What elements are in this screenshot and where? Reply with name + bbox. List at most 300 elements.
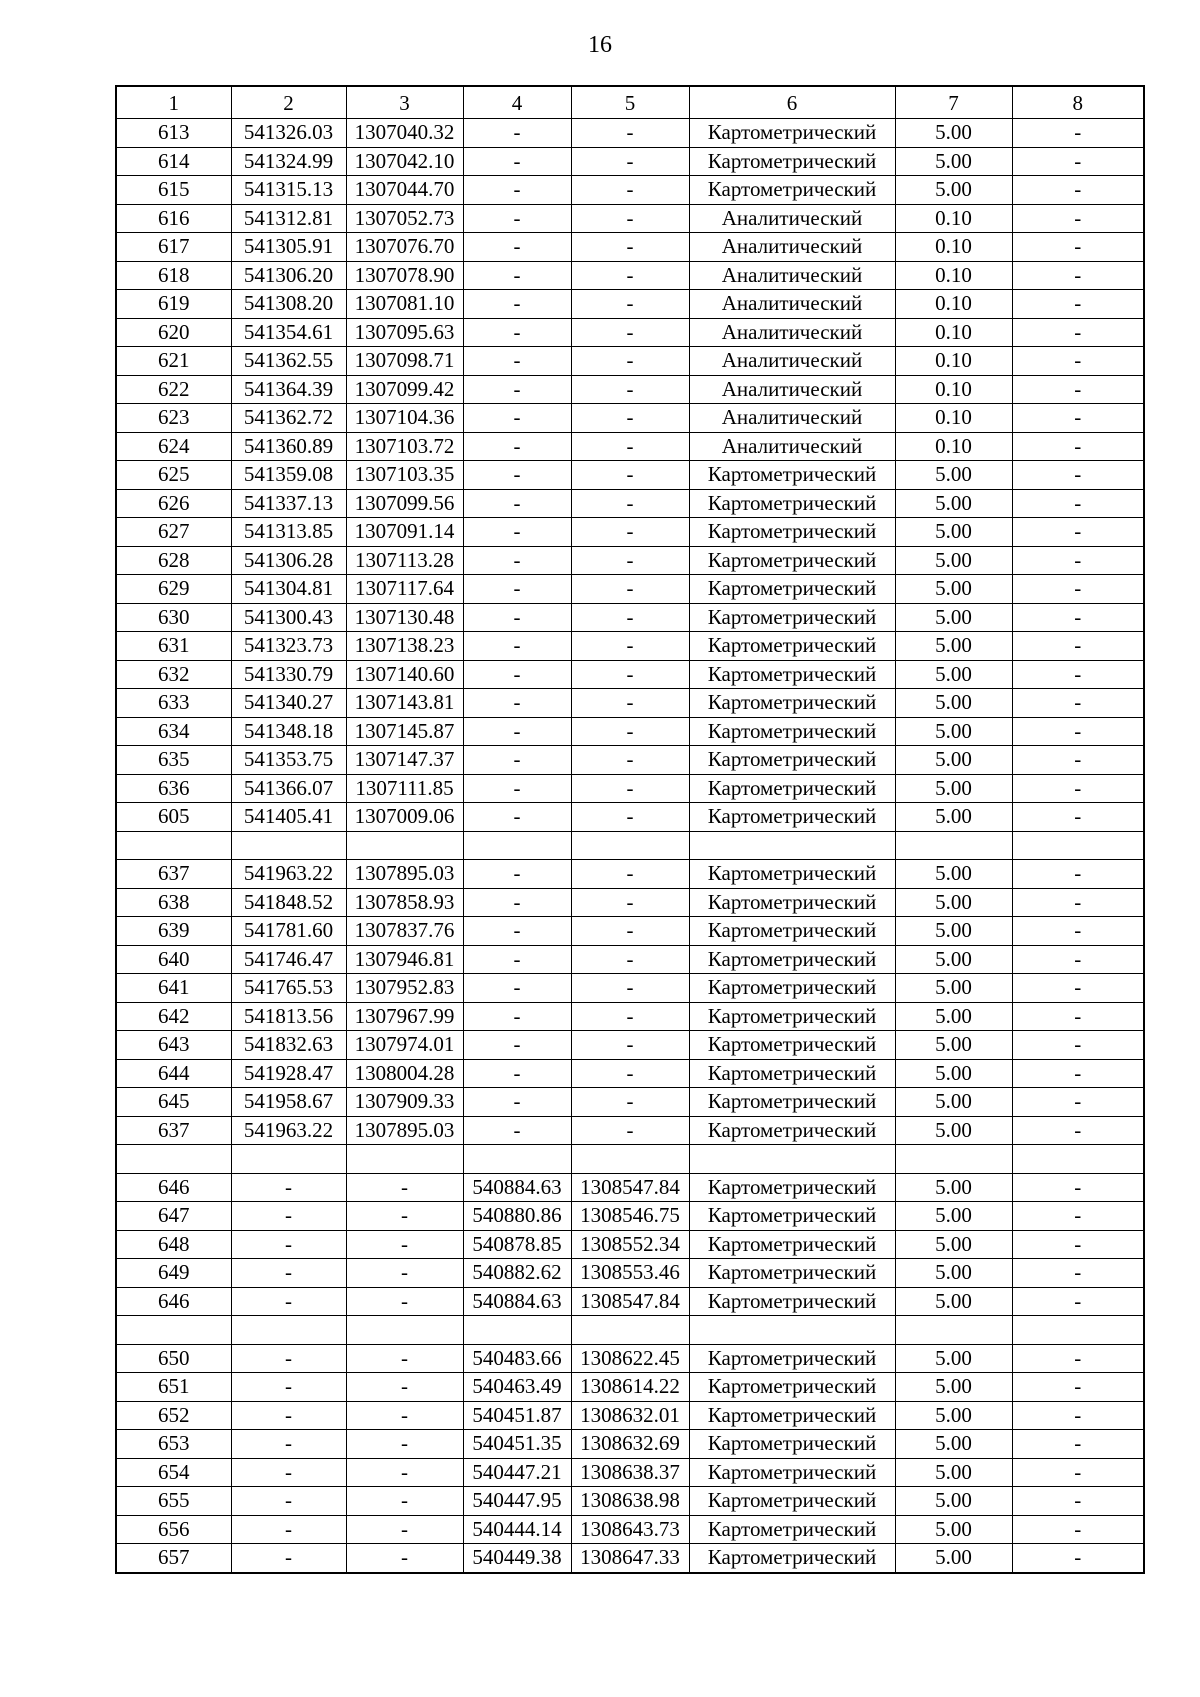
table-cell: 541366.07 bbox=[231, 774, 346, 803]
table-cell: 1307099.56 bbox=[346, 489, 463, 518]
table-cell bbox=[346, 1145, 463, 1174]
table-cell: Картометрический bbox=[689, 603, 895, 632]
table-cell: - bbox=[1012, 119, 1144, 148]
table-cell: - bbox=[463, 176, 571, 205]
table-cell: 1307143.81 bbox=[346, 689, 463, 718]
table-cell: Картометрический bbox=[689, 1401, 895, 1430]
table-cell: - bbox=[1012, 803, 1144, 832]
table-cell: - bbox=[346, 1515, 463, 1544]
table-cell: 541746.47 bbox=[231, 945, 346, 974]
table-cell: 541324.99 bbox=[231, 147, 346, 176]
table-row bbox=[116, 803, 1144, 832]
table-cell: - bbox=[463, 1059, 571, 1088]
table-cell: 1308553.46 bbox=[571, 1259, 689, 1288]
table-cell: - bbox=[1012, 204, 1144, 233]
table-cell: - bbox=[571, 518, 689, 547]
table-cell: 643 bbox=[116, 1031, 231, 1060]
table-cell: 541963.22 bbox=[231, 1116, 346, 1145]
table-cell: 5.00 bbox=[895, 945, 1012, 974]
table-row bbox=[116, 176, 1144, 205]
table-cell: - bbox=[463, 917, 571, 946]
table-cell: - bbox=[463, 746, 571, 775]
table-cell: - bbox=[346, 1487, 463, 1516]
table-cell: Картометрический bbox=[689, 489, 895, 518]
table-row bbox=[116, 1002, 1144, 1031]
table-cell: Картометрический bbox=[689, 774, 895, 803]
table-cell: 652 bbox=[116, 1401, 231, 1430]
table-cell: - bbox=[571, 717, 689, 746]
table-cell: - bbox=[463, 1031, 571, 1060]
table-cell: 627 bbox=[116, 518, 231, 547]
table-cell: 620 bbox=[116, 318, 231, 347]
table-cell: - bbox=[231, 1230, 346, 1259]
table-cell: 625 bbox=[116, 461, 231, 490]
table-row bbox=[116, 660, 1144, 689]
table-cell: 5.00 bbox=[895, 717, 1012, 746]
table-row bbox=[116, 1515, 1144, 1544]
table-cell: 540449.38 bbox=[463, 1544, 571, 1573]
table-cell: 646 bbox=[116, 1173, 231, 1202]
table-cell: Картометрический bbox=[689, 1544, 895, 1573]
table-cell: 1307076.70 bbox=[346, 233, 463, 262]
table-cell: 1307138.23 bbox=[346, 632, 463, 661]
page-number: 16 bbox=[588, 32, 612, 58]
table-cell: 649 bbox=[116, 1259, 231, 1288]
table-cell: Аналитический bbox=[689, 347, 895, 376]
table-cell: Картометрический bbox=[689, 1059, 895, 1088]
table-cell: 5.00 bbox=[895, 147, 1012, 176]
table-cell: 1307042.10 bbox=[346, 147, 463, 176]
table-row bbox=[116, 717, 1144, 746]
table-cell: 541359.08 bbox=[231, 461, 346, 490]
table-cell: Картометрический bbox=[689, 1173, 895, 1202]
table-cell: - bbox=[571, 974, 689, 1003]
table-cell: - bbox=[463, 717, 571, 746]
table-cell: Картометрический bbox=[689, 518, 895, 547]
table-row bbox=[116, 1230, 1144, 1259]
table-cell: - bbox=[463, 888, 571, 917]
table-cell bbox=[463, 1145, 571, 1174]
column-header: 1 bbox=[116, 86, 231, 119]
table-cell: - bbox=[1012, 974, 1144, 1003]
table-row bbox=[116, 318, 1144, 347]
table-cell: 540447.95 bbox=[463, 1487, 571, 1516]
table-cell: 541928.47 bbox=[231, 1059, 346, 1088]
table-cell bbox=[895, 1316, 1012, 1345]
table-cell: 630 bbox=[116, 603, 231, 632]
table-row bbox=[116, 888, 1144, 917]
table-cell: 5.00 bbox=[895, 917, 1012, 946]
table-cell: - bbox=[1012, 860, 1144, 889]
table-cell: 1307095.63 bbox=[346, 318, 463, 347]
table-cell: 622 bbox=[116, 375, 231, 404]
column-header: 3 bbox=[346, 86, 463, 119]
table-cell: 5.00 bbox=[895, 1544, 1012, 1573]
table-cell: 5.00 bbox=[895, 746, 1012, 775]
table-cell: 540884.63 bbox=[463, 1173, 571, 1202]
table-cell: 1308622.45 bbox=[571, 1344, 689, 1373]
table-cell: Аналитический bbox=[689, 318, 895, 347]
table-cell: - bbox=[1012, 1515, 1144, 1544]
table-row bbox=[116, 1487, 1144, 1516]
table-cell: - bbox=[1012, 1259, 1144, 1288]
table-cell: 541306.28 bbox=[231, 546, 346, 575]
table-cell: - bbox=[463, 489, 571, 518]
table-row bbox=[116, 689, 1144, 718]
table-cell: Картометрический bbox=[689, 1373, 895, 1402]
table-cell: 5.00 bbox=[895, 176, 1012, 205]
table-cell: 1307974.01 bbox=[346, 1031, 463, 1060]
table-cell: 541313.85 bbox=[231, 518, 346, 547]
table-cell: - bbox=[231, 1544, 346, 1573]
table-cell: 648 bbox=[116, 1230, 231, 1259]
table-cell: 1307081.10 bbox=[346, 290, 463, 319]
table-cell: 5.00 bbox=[895, 1230, 1012, 1259]
table-cell: 5.00 bbox=[895, 803, 1012, 832]
table-cell: 5.00 bbox=[895, 689, 1012, 718]
table-cell: - bbox=[231, 1458, 346, 1487]
table-cell: 631 bbox=[116, 632, 231, 661]
table-cell bbox=[689, 1145, 895, 1174]
table-cell: - bbox=[1012, 461, 1144, 490]
table-cell: - bbox=[1012, 1088, 1144, 1117]
table-cell: 540880.86 bbox=[463, 1202, 571, 1231]
table-cell: 5.00 bbox=[895, 888, 1012, 917]
table-cell: 634 bbox=[116, 717, 231, 746]
table-cell: 0.10 bbox=[895, 318, 1012, 347]
table-row bbox=[116, 432, 1144, 461]
table-cell: 632 bbox=[116, 660, 231, 689]
table-cell: 541765.53 bbox=[231, 974, 346, 1003]
table-cell: 540878.85 bbox=[463, 1230, 571, 1259]
table-cell: - bbox=[346, 1401, 463, 1430]
table-cell: 541362.55 bbox=[231, 347, 346, 376]
table-cell: 1307858.93 bbox=[346, 888, 463, 917]
table-cell: - bbox=[346, 1344, 463, 1373]
table-cell: 541405.41 bbox=[231, 803, 346, 832]
table-cell: 5.00 bbox=[895, 632, 1012, 661]
table-cell: 647 bbox=[116, 1202, 231, 1231]
table-row bbox=[116, 1173, 1144, 1202]
table-cell: - bbox=[463, 318, 571, 347]
table-cell: 0.10 bbox=[895, 233, 1012, 262]
table-cell bbox=[895, 831, 1012, 860]
table-cell: - bbox=[571, 347, 689, 376]
table-cell: - bbox=[463, 575, 571, 604]
table-cell: - bbox=[1012, 945, 1144, 974]
table-cell: 1307104.36 bbox=[346, 404, 463, 433]
table-cell: - bbox=[571, 1002, 689, 1031]
table-cell: 637 bbox=[116, 860, 231, 889]
table-cell: 1307952.83 bbox=[346, 974, 463, 1003]
table-cell: - bbox=[231, 1173, 346, 1202]
table-cell: - bbox=[571, 746, 689, 775]
table-row bbox=[116, 119, 1144, 148]
table-cell: Картометрический bbox=[689, 546, 895, 575]
table-cell: - bbox=[346, 1259, 463, 1288]
table-row bbox=[116, 375, 1144, 404]
table-cell: - bbox=[1012, 1202, 1144, 1231]
table-row bbox=[116, 404, 1144, 433]
table-cell: 541304.81 bbox=[231, 575, 346, 604]
table-row bbox=[116, 233, 1144, 262]
table-cell: - bbox=[571, 375, 689, 404]
table-cell bbox=[571, 1145, 689, 1174]
table-cell: - bbox=[1012, 603, 1144, 632]
table-cell: - bbox=[1012, 1059, 1144, 1088]
table-cell: - bbox=[571, 318, 689, 347]
table-cell: Картометрический bbox=[689, 1230, 895, 1259]
table-cell: 646 bbox=[116, 1287, 231, 1316]
table-cell: Аналитический bbox=[689, 261, 895, 290]
table-cell: - bbox=[1012, 318, 1144, 347]
table-cell: - bbox=[463, 974, 571, 1003]
table-cell: Картометрический bbox=[689, 803, 895, 832]
table-cell: 1307147.37 bbox=[346, 746, 463, 775]
table-cell bbox=[463, 1316, 571, 1345]
table-cell: 540882.62 bbox=[463, 1259, 571, 1288]
table-cell: 1308643.73 bbox=[571, 1515, 689, 1544]
column-header: 8 bbox=[1012, 86, 1144, 119]
table-cell: Картометрический bbox=[689, 917, 895, 946]
table-cell: - bbox=[463, 1002, 571, 1031]
table-body bbox=[116, 119, 1144, 1573]
table-cell: - bbox=[571, 1088, 689, 1117]
table-row bbox=[116, 774, 1144, 803]
table-cell: 540444.14 bbox=[463, 1515, 571, 1544]
table-cell: Картометрический bbox=[689, 1116, 895, 1145]
table-cell: 541360.89 bbox=[231, 432, 346, 461]
table-cell: - bbox=[463, 660, 571, 689]
table-cell: 629 bbox=[116, 575, 231, 604]
table-cell: 5.00 bbox=[895, 1515, 1012, 1544]
table-cell: 541354.61 bbox=[231, 318, 346, 347]
table-cell: 651 bbox=[116, 1373, 231, 1402]
table-cell: 541848.52 bbox=[231, 888, 346, 917]
table-cell: - bbox=[1012, 1116, 1144, 1145]
table-cell: 638 bbox=[116, 888, 231, 917]
table-cell: 5.00 bbox=[895, 119, 1012, 148]
table-cell: Картометрический bbox=[689, 1002, 895, 1031]
table-cell: - bbox=[571, 119, 689, 148]
table-cell: - bbox=[463, 347, 571, 376]
table-cell: Картометрический bbox=[689, 1259, 895, 1288]
table-cell: 541364.39 bbox=[231, 375, 346, 404]
table-cell bbox=[116, 831, 231, 860]
table-cell: Картометрический bbox=[689, 632, 895, 661]
table-cell: 5.00 bbox=[895, 546, 1012, 575]
table-cell: Картометрический bbox=[689, 575, 895, 604]
table-cell: 541340.27 bbox=[231, 689, 346, 718]
table-row bbox=[116, 632, 1144, 661]
table-cell: Картометрический bbox=[689, 945, 895, 974]
table-cell: - bbox=[463, 119, 571, 148]
table-row bbox=[116, 261, 1144, 290]
table-cell: Картометрический bbox=[689, 1031, 895, 1060]
table-cell: 5.00 bbox=[895, 1458, 1012, 1487]
table-cell: 541362.72 bbox=[231, 404, 346, 433]
table-cell: 1308546.75 bbox=[571, 1202, 689, 1231]
table-cell: 540884.63 bbox=[463, 1287, 571, 1316]
table-cell: 5.00 bbox=[895, 1487, 1012, 1516]
table-cell: - bbox=[1012, 1487, 1144, 1516]
table-cell: 5.00 bbox=[895, 1401, 1012, 1430]
table-cell: 614 bbox=[116, 147, 231, 176]
table-cell: - bbox=[463, 945, 571, 974]
table-cell: 540451.35 bbox=[463, 1430, 571, 1459]
table-row bbox=[116, 1031, 1144, 1060]
table-cell: Картометрический bbox=[689, 1202, 895, 1231]
table-cell: - bbox=[1012, 404, 1144, 433]
table-cell: Картометрический bbox=[689, 1515, 895, 1544]
table-cell: Аналитический bbox=[689, 204, 895, 233]
table-cell bbox=[1012, 831, 1144, 860]
table-cell: - bbox=[571, 432, 689, 461]
table-cell: - bbox=[571, 204, 689, 233]
table-cell: Аналитический bbox=[689, 404, 895, 433]
table-cell: 541312.81 bbox=[231, 204, 346, 233]
table-cell: 5.00 bbox=[895, 518, 1012, 547]
table-cell: - bbox=[1012, 432, 1144, 461]
table-cell: Картометрический bbox=[689, 717, 895, 746]
table-cell: - bbox=[1012, 176, 1144, 205]
table-cell: 617 bbox=[116, 233, 231, 262]
table-cell: - bbox=[463, 803, 571, 832]
table-cell: 1307111.85 bbox=[346, 774, 463, 803]
table-row bbox=[116, 1544, 1144, 1573]
table-cell: - bbox=[1012, 1544, 1144, 1573]
table-cell: - bbox=[1012, 1401, 1144, 1430]
table-cell: - bbox=[571, 546, 689, 575]
table-row bbox=[116, 1059, 1144, 1088]
column-header: 7 bbox=[895, 86, 1012, 119]
table-cell: 5.00 bbox=[895, 603, 1012, 632]
table-cell: Аналитический bbox=[689, 432, 895, 461]
table-cell: - bbox=[346, 1458, 463, 1487]
table-cell: - bbox=[1012, 1458, 1144, 1487]
table-cell: Картометрический bbox=[689, 1458, 895, 1487]
table-cell: - bbox=[231, 1487, 346, 1516]
table-cell: - bbox=[463, 147, 571, 176]
table-cell: Картометрический bbox=[689, 689, 895, 718]
table-cell: 1307895.03 bbox=[346, 1116, 463, 1145]
table-cell: - bbox=[1012, 689, 1144, 718]
table-cell: - bbox=[231, 1259, 346, 1288]
table-cell: 5.00 bbox=[895, 575, 1012, 604]
table-cell: - bbox=[231, 1515, 346, 1544]
table-cell: - bbox=[463, 204, 571, 233]
table-cell: 656 bbox=[116, 1515, 231, 1544]
table-cell: Картометрический bbox=[689, 1344, 895, 1373]
table-cell bbox=[571, 831, 689, 860]
table-cell: - bbox=[571, 1116, 689, 1145]
table-cell: 541353.75 bbox=[231, 746, 346, 775]
table-cell: - bbox=[463, 290, 571, 319]
table-cell: Картометрический bbox=[689, 119, 895, 148]
table-cell: 5.00 bbox=[895, 1059, 1012, 1088]
table-cell: 541963.22 bbox=[231, 860, 346, 889]
table-cell: Картометрический bbox=[689, 1088, 895, 1117]
table-cell: 1308552.34 bbox=[571, 1230, 689, 1259]
table-cell: 5.00 bbox=[895, 1287, 1012, 1316]
table-cell bbox=[116, 1145, 231, 1174]
table-cell: 626 bbox=[116, 489, 231, 518]
table-row bbox=[116, 1316, 1144, 1345]
column-header: 4 bbox=[463, 86, 571, 119]
table-cell: - bbox=[231, 1344, 346, 1373]
table-cell: - bbox=[1012, 1230, 1144, 1259]
table-cell: Картометрический bbox=[689, 1287, 895, 1316]
table-cell: 541337.13 bbox=[231, 489, 346, 518]
table-row bbox=[116, 860, 1144, 889]
table-cell: - bbox=[1012, 1373, 1144, 1402]
table-cell: - bbox=[1012, 546, 1144, 575]
table-cell: 5.00 bbox=[895, 1259, 1012, 1288]
table-cell: - bbox=[346, 1287, 463, 1316]
table-cell: - bbox=[571, 888, 689, 917]
table-cell: - bbox=[231, 1401, 346, 1430]
table-cell: - bbox=[463, 632, 571, 661]
table-cell: 5.00 bbox=[895, 660, 1012, 689]
table-cell: Картометрический bbox=[689, 660, 895, 689]
table-cell: 541348.18 bbox=[231, 717, 346, 746]
table-cell: - bbox=[1012, 347, 1144, 376]
table-row bbox=[116, 489, 1144, 518]
table-cell: - bbox=[571, 461, 689, 490]
table-cell: 5.00 bbox=[895, 1173, 1012, 1202]
table-row bbox=[116, 347, 1144, 376]
table-row bbox=[116, 945, 1144, 974]
table-row bbox=[116, 1202, 1144, 1231]
table-row bbox=[116, 147, 1144, 176]
table-cell: Картометрический bbox=[689, 176, 895, 205]
table-row bbox=[116, 603, 1144, 632]
table-cell: 623 bbox=[116, 404, 231, 433]
table-cell: 1307113.28 bbox=[346, 546, 463, 575]
table-cell: - bbox=[1012, 489, 1144, 518]
table-cell: 1308004.28 bbox=[346, 1059, 463, 1088]
table-cell: 618 bbox=[116, 261, 231, 290]
table-cell: - bbox=[1012, 774, 1144, 803]
table-cell: 541315.13 bbox=[231, 176, 346, 205]
table-cell: - bbox=[1012, 717, 1144, 746]
table-cell: 0.10 bbox=[895, 432, 1012, 461]
table-cell: - bbox=[571, 860, 689, 889]
table-cell: - bbox=[1012, 518, 1144, 547]
table-cell: Аналитический bbox=[689, 375, 895, 404]
table-cell: 636 bbox=[116, 774, 231, 803]
table-cell: Картометрический bbox=[689, 746, 895, 775]
table-cell: - bbox=[571, 290, 689, 319]
table-cell: - bbox=[571, 489, 689, 518]
table-cell: 541308.20 bbox=[231, 290, 346, 319]
table-cell: - bbox=[571, 404, 689, 433]
table-cell: Картометрический bbox=[689, 147, 895, 176]
table-cell: Аналитический bbox=[689, 290, 895, 319]
table-cell: 642 bbox=[116, 1002, 231, 1031]
table-cell: - bbox=[1012, 746, 1144, 775]
table-cell: - bbox=[571, 603, 689, 632]
table-cell: 5.00 bbox=[895, 1002, 1012, 1031]
table-cell: 541300.43 bbox=[231, 603, 346, 632]
table-cell: - bbox=[1012, 375, 1144, 404]
table-cell: 5.00 bbox=[895, 1031, 1012, 1060]
table-row bbox=[116, 461, 1144, 490]
table-cell: 654 bbox=[116, 1458, 231, 1487]
table-cell: - bbox=[571, 176, 689, 205]
table-cell: 635 bbox=[116, 746, 231, 775]
table-cell: 1308638.37 bbox=[571, 1458, 689, 1487]
